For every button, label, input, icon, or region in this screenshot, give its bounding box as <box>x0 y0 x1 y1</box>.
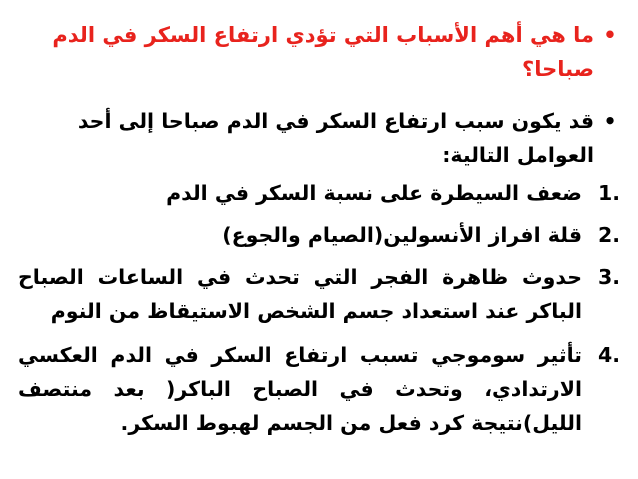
slide-title <box>18 18 620 86</box>
list-item-text: تأثير سوموجي تسبب ارتفاع السكر في الدم العكسي الارتدادي، وتحدث في الصباح الباكر( بعد منتصف الليل)نتيجة كرد فعل من الجسم لهبوط السكر. <box>18 343 582 435</box>
intro-text: قد يكون سبب ارتفاع السكر في الدم صباحا إلى أحد العوامل التالية: <box>77 109 594 167</box>
title-text: ما هي أهم الأسباب التي تؤدي ارتفاع السكر في الدم صباحا؟ <box>52 23 594 81</box>
list-item-2 <box>18 218 620 252</box>
list-item-1 <box>18 176 620 210</box>
list-item-text: حدوث ظاهرة الفجر التي تحدث في الساعات الصباح الباكر عند استعداد جسم الشخص الاستيقاظ من النوم <box>18 265 582 323</box>
list-item-text: قلة افراز الأنسولين(الصيام والجوع) <box>222 223 582 247</box>
list-item-text: ضعف السيطرة على نسبة السكر في الدم <box>166 181 582 205</box>
list-item-number: 3. <box>597 265 620 289</box>
title-bullet: • <box>603 23 617 47</box>
intro-bullet: • <box>603 109 617 133</box>
list-item-3 <box>18 260 620 328</box>
list-item-number: 2. <box>597 223 620 247</box>
list-item-number: 4. <box>597 343 620 367</box>
intro-paragraph <box>18 104 620 172</box>
list-item-number: 1. <box>597 181 620 205</box>
list-item-4 <box>18 338 620 440</box>
